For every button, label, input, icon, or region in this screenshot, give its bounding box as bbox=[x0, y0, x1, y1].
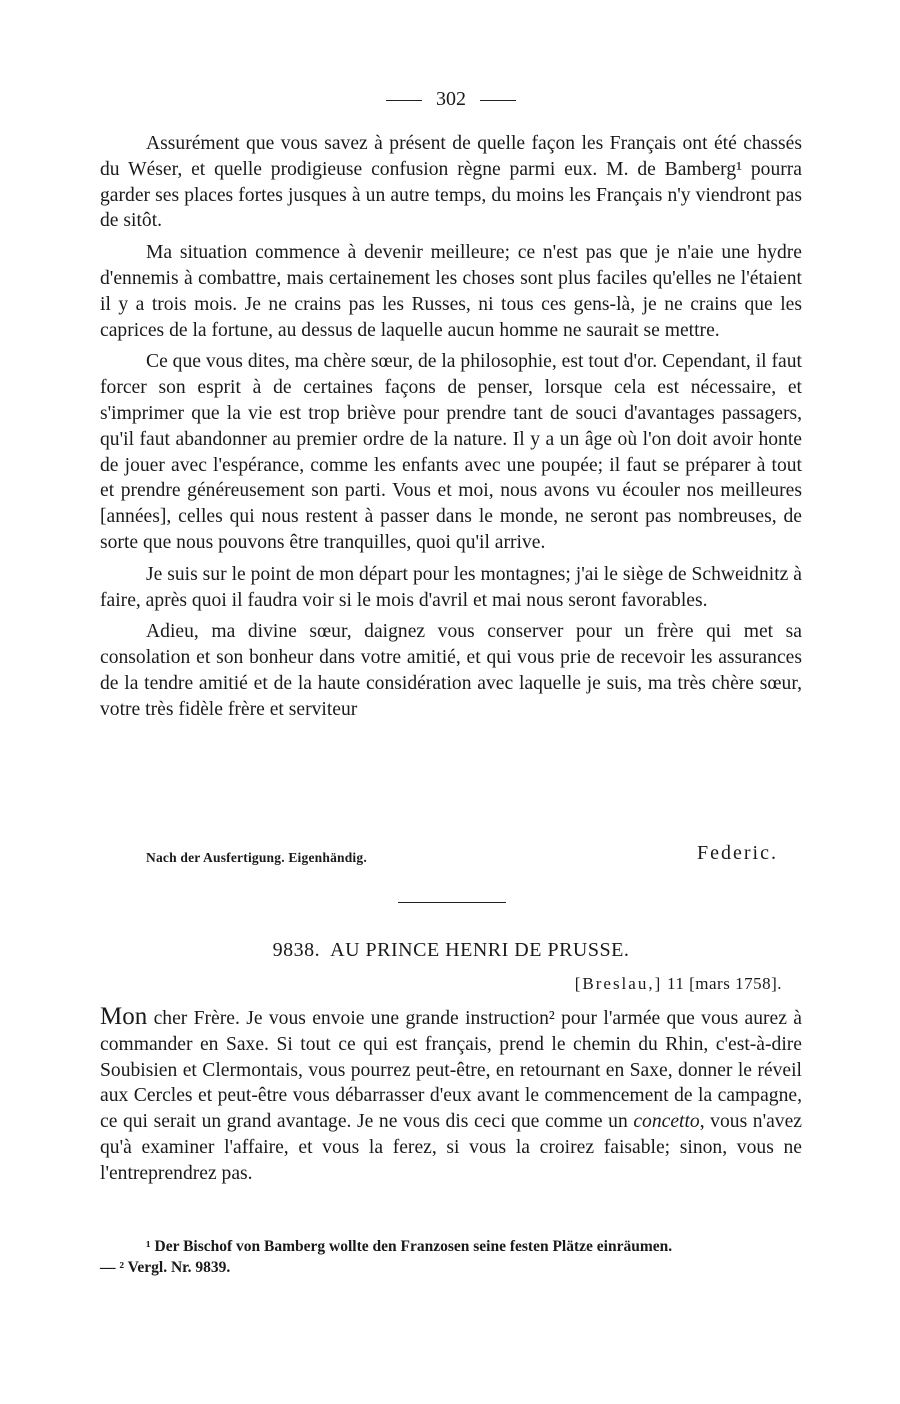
paragraph-4: Je suis sur le point de mon départ pour les montagnes; j'ai le siège de Schweidnitz à faire, après quoi il faudra voir si le mois d'avril et mai nous seront favorables. bbox=[100, 563, 802, 611]
letter-title: AU PRINCE HENRI DE PRUSSE. bbox=[330, 939, 630, 961]
dateline-place: [Breslau,] bbox=[574, 974, 663, 993]
letter-text-part-2: , vous n'avez qu'à examiner l'affaire, et vous la ferez, si vous la croirez faisable; sinon, vous ne l'entreprendrez pas. bbox=[100, 1111, 802, 1184]
footnote-1: ¹ Der Bischof von Bamberg wollte den Franzosen seine festen Plätze einräumen. bbox=[146, 1238, 673, 1255]
source-note: Nach der Ausfertigung. Eigenhändig. bbox=[146, 850, 367, 865]
dateline bbox=[575, 974, 782, 994]
opening-word: Mon bbox=[100, 1003, 148, 1030]
letter-text bbox=[100, 1004, 802, 1187]
running-header bbox=[100, 87, 802, 111]
letter-text-part-1: cher Frère. Je vous envoie une grande instruction² pour l'armée que vous aurez à commander en Saxe. Si tout ce qui est français, prend le chemin du Rhin, c'est-à-dire Soubisien et Clermontais, vous pourrez peut-être, en retournant en Saxe, donner le réveil aux Cercles et peut-être vous débarrasser d'eux avant le commencement de la campagne, ce qui serait un grand avantage. Je ne vous dis ceci que comme un bbox=[100, 1008, 802, 1133]
footnote-2: — ² Vergl. Nr. 9839. bbox=[100, 1259, 231, 1276]
paragraph-1: Assurément que vous savez à présent de quelle façon les Français ont été chassés du Wéser, et quelle prodigieuse confusion règne parmi eux. M. de Bamberg¹ pourra garder ses places fortes jusques à un autre temps, du moins les Français n'y viendront pas de sitôt. bbox=[100, 133, 802, 232]
letter-heading bbox=[100, 939, 802, 962]
letter-paragraph bbox=[100, 1004, 802, 1187]
header-dash-left bbox=[386, 100, 422, 101]
letter-body bbox=[100, 131, 802, 729]
letter-number: 9838. bbox=[272, 939, 321, 961]
section-divider bbox=[398, 902, 506, 903]
paragraph-3: Ce que vous dites, ma chère sœur, de la philosophie, est tout d'or. Cependant, il faut forcer son esprit à de certaines façons de penser, lorsque cela est nécessaire, et s'imprimer que la vie est trop briève pour prendre tant de souci d'avantages passagers, qu'il faut abandonner au premier ordre de la nature. Il y a un âge où l'on doit avoir honte de jouer avec l'espérance, comme les enfants avec une poupée; il faut se préparer à tout et prendre généreusement son parti. Vous et moi, nous avons vu écouler nos meilleures [années], celles qui nous restent à passer dans le monde, ne seront pas nombreuses, de sorte que nous pouvons être tranquilles, quoi qu'il arrive. bbox=[100, 351, 802, 553]
header-dash-right bbox=[480, 100, 516, 101]
paragraph-5: Adieu, ma divine sœur, daignez vous conserver pour un frère qui met sa consolation et son bonheur dans votre amitié, et qui vous prie de recevoir les assurances de la tendre amitié et de la haute considération avec laquelle je suis, ma très chère sœur, votre très fidèle frère et serviteur bbox=[100, 621, 802, 720]
page-number: 302 bbox=[436, 88, 466, 110]
dateline-date: 11 [mars 1758]. bbox=[667, 974, 782, 993]
signature: Federic. bbox=[697, 842, 778, 864]
footnotes bbox=[100, 1236, 802, 1278]
italic-word: concetto bbox=[633, 1111, 700, 1133]
closing-row bbox=[100, 842, 802, 870]
paragraph-2: Ma situation commence à devenir meilleure; ce n'est pas que je n'aie une hydre d'ennemis à combattre, mais certainement les choses sont plus faciles qu'elles ne l'étaient il y a trois mois. Je ne crains pas les Russes, ni tous ces gens-là, je ne crains que les caprices de la fortune, au dessus de laquelle aucun homme ne saurait se mettre. bbox=[100, 242, 802, 341]
